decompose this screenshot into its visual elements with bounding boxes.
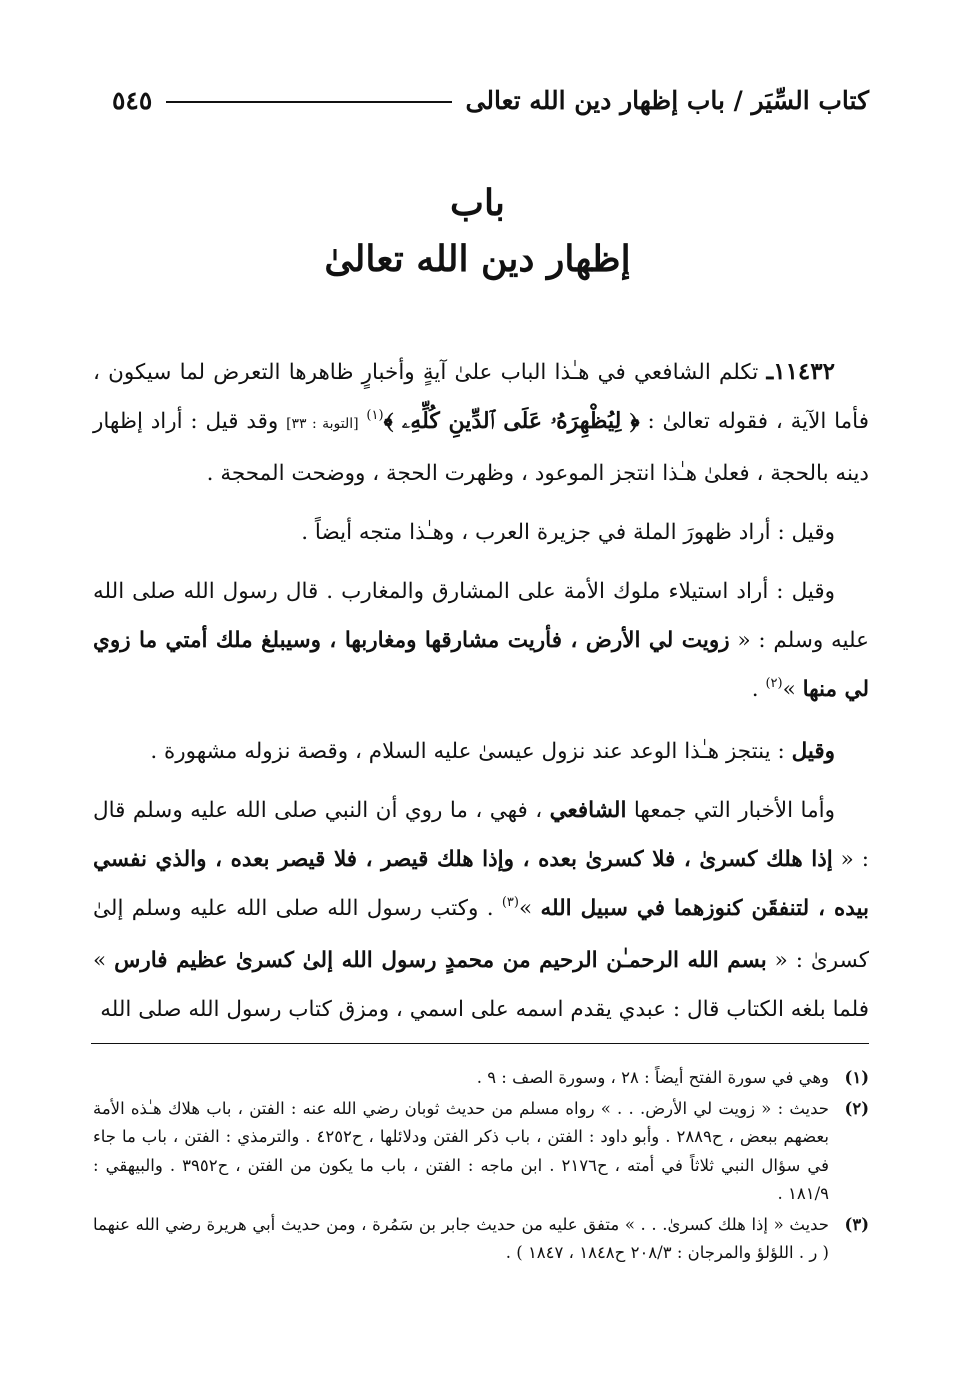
p3-text-3: . (751, 677, 766, 702)
chapter-label: باب (450, 182, 505, 224)
footnote-number: (٢) (844, 1098, 869, 1118)
chapter-heading (0, 178, 955, 290)
p5-name: الشافعي (549, 798, 627, 823)
paragraph-4 (93, 727, 869, 776)
hadith-text: إذا هلك كسرىٰ ، فلا كسرىٰ بعده ، وإذا هلك قيصر ، فلا قيصر بعده ، والذي نفسي بيده ، لتنفقَن كنوزهما في سبيل الله (93, 847, 869, 921)
running-header (112, 80, 869, 120)
p4-lead: وقيل (791, 739, 835, 764)
verse-reference: [التوبة : ٣٣] (286, 416, 359, 432)
footnote-text: حديث « إذا هلك كسرىٰ. . . » متفق عليه من حديث جابر بن سَمُرة ، ومن حديث أبي هريرة رضي الله عنهما ( ر . اللؤلؤ والمرجان : ٢٠٨/٣ ح١٨٤٨ ، ١٨٤٧ ) . (93, 1214, 829, 1262)
footnote-3 (93, 1211, 869, 1268)
footnote-2 (93, 1095, 869, 1209)
page-number: ٥٤٥ (112, 85, 153, 115)
footnote-mark-1[interactable]: (١) (366, 408, 384, 423)
letter-text: بسم الله الرحمـٰن الرحيم من محمدٍ رسول الله إلىٰ كسرىٰ عظيم فارس (114, 948, 767, 973)
p4-text-1: : ينتجز هـٰذا الوعد عند نزول عيسىٰ عليه السلام ، وقصة نزوله مشهورة . (150, 739, 792, 764)
body-text (93, 347, 869, 1044)
paragraph-3 (93, 567, 869, 717)
paragraph-number: ١١٤٣٢ـ (766, 358, 835, 385)
footnote-1 (93, 1064, 869, 1093)
chapter-title: إظهار دين الله تعالىٰ (324, 238, 631, 280)
p5-text-5: » فلما بلغه الكتاب قال : عبدي يقدم اسمه على اسمي ، ومزق كتاب رسول الله صلى الله (93, 948, 869, 1022)
paragraph-2: وقيل : أراد ظهورَ الملة في جزيرة العرب ، وهـٰذا متجه أيضاً . (301, 520, 835, 545)
header-rule (166, 101, 451, 103)
p5-text-2: ، فهي ، ما روي أن النبي صلى الله عليه وسلم قال : « (93, 798, 869, 872)
paragraph-5 (93, 786, 869, 1034)
footnote-text: وهي في سورة الفتح أيضاً : ٢٨ ، وسورة الصف : ٩ . (476, 1068, 829, 1087)
p3-text-2: » (782, 677, 803, 702)
p3-text-1: وقيل : أراد استيلاء ملوك الأمة على المشارق والمغارب . قال رسول الله صلى الله عليه وسلم : « (93, 579, 869, 653)
p5-text-3: » (518, 896, 541, 921)
footnote-number: (٣) (844, 1214, 869, 1234)
quran-verse: ﴿ لِيُظْهِرَهُۥ عَلَى ٱلدِّينِ كُلِّهِۦ ﴾ (383, 408, 640, 434)
p1-text-1: تكلم الشافعي في هـٰذا الباب علىٰ آيةٍ وأخبارٍ ظاهرها التعرض لما سيكون ، فأما الآية ، فقوله تعالىٰ : (93, 360, 870, 434)
paragraph-1 (93, 347, 869, 498)
hadith-text: زويت لي الأرض ، فأريت مشارقها ومغاربها ، وسيبلغ ملك أمتي ما زوي لي منها (93, 628, 869, 702)
p5-text-4: . وكتب رسول الله صلى الله عليه وسلم إلىٰ كسرىٰ : « (93, 896, 869, 973)
footnote-separator (91, 1043, 869, 1044)
footnote-mark-2[interactable]: (٢) (765, 676, 783, 691)
footnote-text: حديث : « زويت لي الأرض. . . » رواه مسلم من حديث ثوبان رضي الله عنه : الفتن ، باب هلاك هـٰذه الأمة بعضهم ببعض ، ح٢٨٨٩ . وأبو داود : الفتن ، باب ذكر الفتن ودلائلها ، ح٤٢٥٢ . والترمذي : الفتن ، باب ما جاء في سؤال النبي ثلاثاً في أمته ، ح٢١٧٦ . ابن ماجه : الفتن ، باب ما يكون من الفتن ، ح٣٩٥٢ . والبيهقي : ١٨١/٩ . (93, 1098, 829, 1203)
footnote-number: (١) (844, 1068, 869, 1087)
footnotes (93, 1064, 869, 1270)
p5-text-1: وأما الأخبار التي جمعها (626, 798, 835, 823)
running-title: كتاب السِّيَر / باب إظهار دين الله تعالى (465, 85, 869, 115)
p1-text-2: وقد قيل : أراد إظهار دينه بالحجة ، فعلىٰ هـٰذا انتجز الموعود ، وظهرت الحجة ، ووضحت المحجة . (93, 409, 869, 486)
footnote-mark-3[interactable]: (٣) (501, 895, 519, 910)
